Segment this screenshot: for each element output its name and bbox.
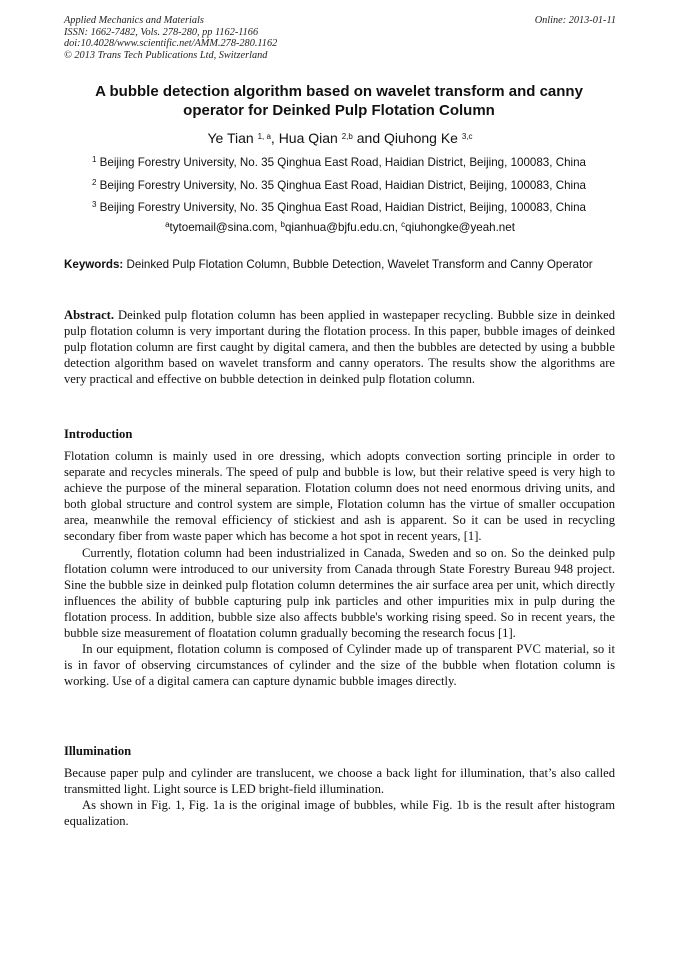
email-link[interactable]: qianhua@bjfu.edu.cn, [284, 221, 402, 234]
author-name: Qiuhong Ke [384, 130, 462, 146]
affiliation-3: $^3$ Beijing Forestry University, No. 35 Qinghua East Road, Haidian District, Beijing, 100083, China [92, 200, 586, 214]
paragraph: Currently, flotation column had been industrialized in Canada, Sweden and so on. So the deinked pulp flotation column were introduced to our university from Canada through State Forestry Bureau 948 project. Sine the bubble size in deinked pulp flotation column determines the air surface area per unit, which directly influences the ability of bubble capturing pulp ink particles and other impurities mix in pulp during the flotation process. In addition, bubble size also affects bubble's working rising speed. So in recent years, the bubble size measurement of floatation column gradually becoming the research focus [1]. [64, 545, 615, 641]
illumination-body [64, 765, 615, 829]
introduction-body [64, 448, 615, 689]
author-name: Hua Qian [278, 130, 342, 146]
introduction-heading: Introduction [64, 427, 133, 441]
author-list: Ye Tian $^{1, a}$, Hua Qian $^{2,b}$ and Qiuhong Ke $^{3,c}$ [207, 130, 473, 146]
paragraph: As shown in Fig. 1, Fig. 1a is the original image of bubbles, while Fig. 1b is the result after histogram equalization. [64, 798, 615, 829]
affiliation-2: $^2$ Beijing Forestry University, No. 35 Qinghua East Road, Haidian District, Beijing, 100083, China [92, 178, 586, 192]
illumination-heading: Illumination [64, 744, 132, 758]
abstract: Abstract. Deinked pulp flotation column has been applied in wastepaper recycling. Bubble size in deinked pulp flotation column is very important during the flotation process. In this paper, bubble images of deinked pulp flotation column are first caught by digital camera, and then the bubbles are detected by using a bubble detection algorithm based on wavelet transform and canny operators. The results show the algorithms are very practical and effective on bubble detection in deinked pulp flotation column. [64, 308, 615, 387]
email-list: $^a$tytoemail@sina.com, $^b$qianhua@bjfu.edu.cn, $^c$qiuhongke@yeah.net [165, 220, 515, 234]
paper-title: A bubble detection algorithm based on wavelet transform and canny operator for Deinked Pulp Flotation Column [95, 83, 583, 119]
doi-line: doi:10.4028/www.scientific.net/AMM.278-280.1162 [64, 38, 278, 49]
issn-line: ISSN: 1662-7482, Vols. 278-280, pp 1162-1166 [64, 26, 259, 38]
affiliation-1: $^1$ Beijing Forestry University, No. 35 Qinghua East Road, Haidian District, Beijing, 100083, China [92, 155, 586, 169]
paragraph: In our equipment, flotation column is composed of Cylinder made up of transparent PVC material, so it is in favor of observing circumstances of cylinder and the size of the bubble when flotation column is working. Use of a digital camera can capture dynamic bubble images directly. [64, 642, 615, 689]
author-name: Ye Tian [207, 130, 258, 146]
online-date: Online: 2013-01-11 [534, 15, 616, 26]
journal-name: Applied Mechanics and Materials [64, 15, 204, 26]
copyright-line: © 2013 Trans Tech Publications Ltd, Switzerland [64, 49, 268, 61]
keywords: Keywords: Deinked Pulp Flotation Column, Bubble Detection, Wavelet Transform and Canny Operator [64, 258, 593, 271]
email-link[interactable]: qiuhongke@yeah.net [405, 221, 515, 234]
email-link[interactable]: tytoemail@sina.com, [169, 221, 281, 234]
paragraph: Because paper pulp and cylinder are translucent, we choose a back light for illumination, that’s also called transmitted light. Light source is LED bright-field illumination. [64, 766, 615, 797]
paragraph: Flotation column is mainly used in ore dressing, which adopts convection sorting principle in order to separate and recycles minerals. The speed of pulp and bubble is low, but their relative speed is very high to achieve the purpose of the mineral separation. Flotation column does not need enormous driving units, and both global structure and control system are simple, Flotation column has the virtue of smaller occupation area, meanwhile the removal efficiency of stickiest and ash is apparent. So it can be used in recycling secondary fiber from waste paper which has become a hot spot in recent years, [1]. [64, 449, 615, 544]
journal-header [64, 15, 616, 61]
